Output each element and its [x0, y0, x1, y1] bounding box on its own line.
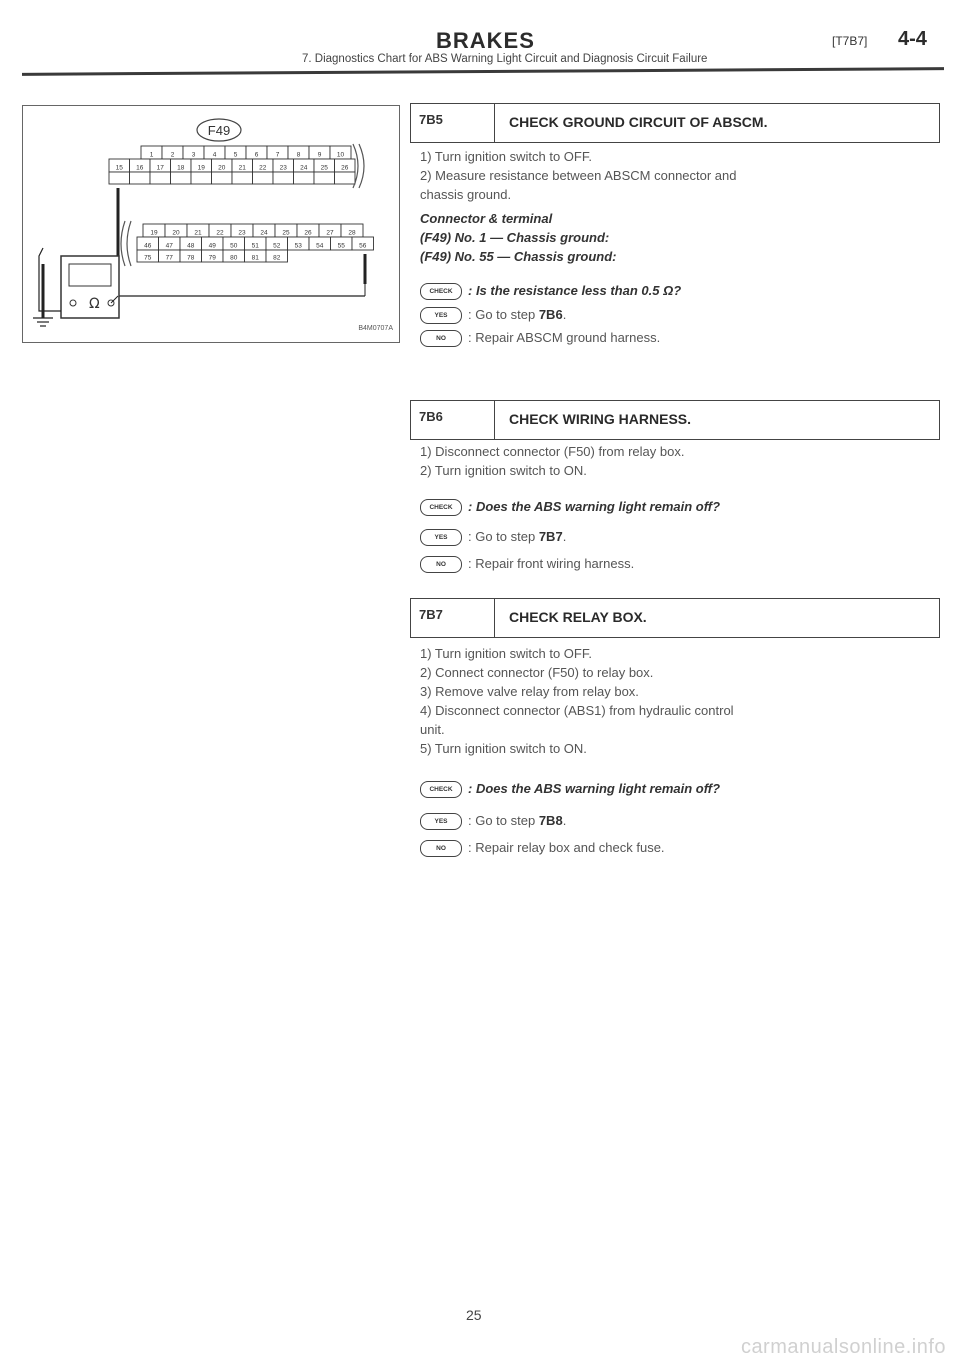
connector-curve-left-2	[127, 221, 131, 266]
lower-bot-pin-label: 80	[230, 254, 238, 262]
yes-target: 7B7	[538, 529, 563, 544]
upper-low-pin-cell	[130, 172, 151, 184]
connector-terminal: (F49) No. 1 — Chassis ground:	[420, 230, 610, 245]
no-pill: NO	[420, 330, 462, 347]
upper-low-pin-cell	[212, 172, 233, 184]
instruction: 5) Turn ignition switch to ON.	[420, 741, 587, 756]
check-row	[420, 780, 720, 798]
lower-connector-block	[137, 224, 374, 262]
lower-top-pin-label: 24	[260, 229, 268, 237]
lower-bot-pin-label: 78	[187, 254, 195, 262]
no-action: : Repair front wiring harness.	[468, 556, 635, 571]
upper-low-pin-cell	[109, 172, 130, 184]
yes-target: 7B8	[538, 813, 563, 828]
no-row	[420, 329, 660, 347]
lower-top-pin-label: 21	[194, 229, 202, 237]
upper-top-pin-label: 2	[170, 151, 175, 159]
lower-mid-pin-label: 48	[187, 242, 195, 250]
lower-top-pin-label: 28	[348, 229, 356, 237]
upper-low-pin-cell	[150, 172, 171, 184]
lower-top-pin-label: 19	[150, 229, 158, 237]
upper-top-pin-label: 1	[149, 151, 154, 159]
no-pill: NO	[420, 840, 462, 857]
instruction: 2) Turn ignition switch to ON.	[420, 463, 587, 478]
step-header	[410, 400, 940, 440]
lower-mid-pin-label: 47	[165, 242, 173, 250]
step-title: CHECK GROUND CIRCUIT OF ABSCM.	[509, 114, 768, 130]
upper-low-pin-cell	[314, 172, 335, 184]
step-header	[410, 103, 940, 143]
check-question: : Does the ABS warning light remain off?	[468, 499, 721, 514]
lower-bot-pin-label: 81	[251, 254, 259, 262]
upper-low-pin-cell	[294, 172, 315, 184]
connector-label: F49	[207, 123, 231, 138]
upper-mid-pin-label: 21	[238, 164, 246, 172]
lower-top-pin-label: 22	[216, 229, 224, 237]
connector-heading: Connector & terminal	[420, 211, 553, 226]
no-action: : Repair ABSCM ground harness.	[468, 330, 661, 345]
check-row	[420, 282, 681, 300]
section-code: [T7B7]	[832, 34, 868, 48]
yes-row: YES : Go to step 7B7.	[420, 528, 566, 546]
upper-mid-pin-label: 18	[177, 164, 185, 172]
step-number: 7B5	[411, 104, 495, 142]
instruction: 2) Measure resistance between ABSCM connector and	[420, 168, 737, 183]
connector-diagram	[22, 105, 400, 343]
instruction: 1) Turn ignition switch to OFF.	[420, 646, 592, 661]
step-title: CHECK WIRING HARNESS.	[509, 411, 692, 427]
instruction: 1) Disconnect connector (F50) from relay box.	[420, 444, 685, 459]
yes-pill: YES	[420, 813, 462, 830]
upper-top-pin-label: 9	[317, 151, 322, 159]
instruction: 2) Connect connector (F50) to relay box.	[420, 665, 654, 680]
lower-bot-pin-label: 75	[144, 254, 152, 262]
upper-low-pin-cell	[191, 172, 212, 184]
upper-mid-pin-label: 16	[136, 164, 144, 172]
no-pill: NO	[420, 556, 462, 573]
upper-mid-pin-label: 25	[320, 164, 328, 172]
check-question: : Does the ABS warning light remain off?	[468, 781, 721, 796]
lower-top-pin-label: 27	[326, 229, 334, 237]
upper-connector-block	[109, 146, 355, 184]
lower-mid-pin-label: 46	[144, 242, 152, 250]
page-number: 25	[466, 1307, 482, 1323]
lower-mid-pin-label: 54	[316, 242, 324, 250]
page-subtitle: 7. Diagnostics Chart for ABS Warning Light Circuit and Diagnosis Circuit Failure	[302, 53, 708, 65]
lower-top-pin-label: 20	[172, 229, 180, 237]
lower-mid-pin-label: 50	[230, 242, 238, 250]
lower-top-pin-label: 25	[282, 229, 290, 237]
page-title: BRAKES	[436, 28, 535, 53]
yes-pill: YES	[420, 529, 462, 546]
upper-mid-pin-label: 15	[115, 164, 123, 172]
connector-curve-left	[121, 221, 125, 266]
upper-low-pin-cell	[253, 172, 274, 184]
check-row	[420, 498, 720, 516]
lower-top-pin-label: 23	[238, 229, 246, 237]
upper-top-pin-label: 5	[233, 151, 238, 159]
upper-low-pin-cell	[273, 172, 294, 184]
check-pill: CHECK	[420, 499, 462, 516]
check-pill: CHECK	[420, 781, 462, 798]
instruction: unit.	[420, 722, 445, 737]
check-question: : Is the resistance less than 0.5 Ω?	[468, 283, 682, 298]
watermark: carmanualsonline.info	[740, 1336, 946, 1358]
instruction: 4) Disconnect connector (ABS1) from hydraulic control	[420, 703, 734, 718]
step-header	[410, 598, 940, 638]
lower-bot-pin-label: 82	[273, 254, 281, 262]
lower-bot-pin-label: 77	[165, 254, 173, 262]
yes-prefix: : Go to step	[468, 529, 539, 544]
lower-mid-pin-label: 51	[251, 242, 259, 250]
lower-top-pin-label: 26	[304, 229, 312, 237]
lower-mid-pin-label: 55	[337, 242, 345, 250]
step-number: 7B6	[411, 401, 495, 439]
no-row	[420, 555, 634, 573]
upper-low-pin-cell	[335, 172, 356, 184]
connector-curve-right-2	[359, 144, 364, 188]
lower-mid-pin-label: 52	[273, 242, 281, 250]
connector-diagram-svg	[23, 106, 399, 342]
upper-mid-pin-label: 24	[300, 164, 308, 172]
upper-top-pin-label: 8	[296, 151, 301, 159]
figure-code: B4M0707A	[358, 325, 393, 332]
upper-top-pin-label: 10	[336, 151, 345, 159]
upper-top-pin-label: 3	[191, 151, 196, 159]
header-divider	[22, 67, 944, 76]
lower-mid-pin-label: 53	[294, 242, 302, 250]
step-number: 7B7	[411, 599, 495, 637]
upper-low-pin-cell	[232, 172, 253, 184]
upper-mid-pin-label: 23	[279, 164, 287, 172]
yes-prefix: : Go to step	[468, 813, 539, 828]
upper-top-pin-label: 4	[212, 151, 217, 159]
upper-mid-pin-label: 17	[156, 164, 164, 172]
no-row	[420, 839, 665, 857]
yes-row: YES : Go to step 7B6.	[420, 306, 566, 324]
instruction: 1) Turn ignition switch to OFF.	[420, 149, 592, 164]
ohmmeter-display	[69, 264, 111, 286]
lower-mid-pin-label: 56	[359, 242, 367, 250]
upper-mid-pin-label: 19	[197, 164, 205, 172]
ohm-icon: Ω	[89, 296, 100, 312]
instruction: chassis ground.	[420, 187, 512, 202]
no-action: : Repair relay box and check fuse.	[468, 840, 665, 855]
yes-target: 7B6	[538, 307, 563, 322]
section-page-ref: 4-4	[898, 28, 927, 50]
upper-mid-pin-label: 22	[259, 164, 267, 172]
check-pill: CHECK	[420, 283, 462, 300]
yes-prefix: : Go to step	[468, 307, 539, 322]
lower-bot-pin-label: 79	[208, 254, 216, 262]
lower-mid-pin-label: 49	[208, 242, 216, 250]
upper-mid-pin-label: 26	[341, 164, 349, 172]
upper-top-pin-label: 6	[254, 151, 259, 159]
connector-terminal: (F49) No. 55 — Chassis ground:	[420, 249, 617, 264]
yes-row: YES : Go to step 7B8.	[420, 812, 566, 830]
upper-mid-pin-label: 20	[218, 164, 226, 172]
step-title: CHECK RELAY BOX.	[509, 609, 647, 625]
upper-top-pin-label: 7	[275, 151, 280, 159]
instruction: 3) Remove valve relay from relay box.	[420, 684, 639, 699]
upper-low-pin-cell	[171, 172, 192, 184]
yes-pill: YES	[420, 307, 462, 324]
